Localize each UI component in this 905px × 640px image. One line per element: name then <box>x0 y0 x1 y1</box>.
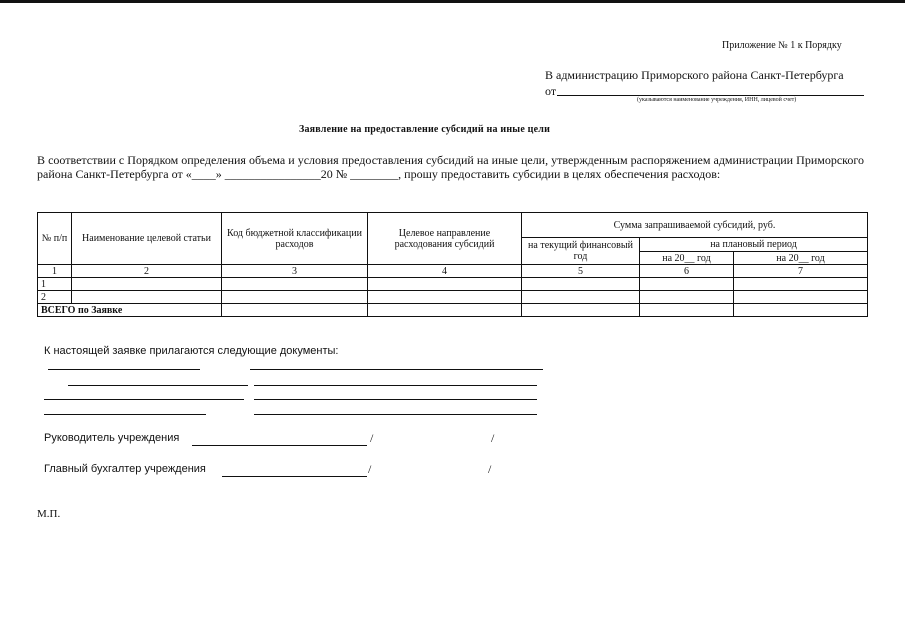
table-cell[interactable] <box>368 278 522 291</box>
header-planned-year-2: на 20__ год <box>734 252 868 265</box>
from-field[interactable] <box>557 95 864 96</box>
stamp-place-label: М.П. <box>37 508 61 520</box>
table-cell[interactable] <box>640 291 734 304</box>
attachment-line[interactable] <box>250 369 543 370</box>
signature-separator: / <box>488 462 492 476</box>
accountant-signature-label: Главный бухгалтер учреждения <box>44 463 206 475</box>
attachment-line[interactable] <box>68 385 248 386</box>
attachment-line[interactable] <box>44 414 206 415</box>
column-number: 7 <box>734 265 868 278</box>
attachment-line[interactable] <box>254 414 537 415</box>
signature-separator: / <box>370 431 374 445</box>
column-number: 3 <box>222 265 368 278</box>
column-number: 1 <box>38 265 72 278</box>
table-cell[interactable] <box>734 304 868 317</box>
table-cell[interactable] <box>222 291 368 304</box>
header-number: № п/п <box>38 213 72 265</box>
column-number-row <box>38 265 868 278</box>
table-cell[interactable] <box>222 304 368 317</box>
addressee-line: В администрацию Приморского района Санкт-Петербурга <box>545 68 844 82</box>
attachment-line[interactable] <box>44 399 244 400</box>
top-border-line <box>0 0 905 3</box>
table-cell[interactable] <box>640 278 734 291</box>
column-number: 5 <box>522 265 640 278</box>
table-cell[interactable] <box>522 304 640 317</box>
table-cell[interactable] <box>72 291 222 304</box>
column-number: 4 <box>368 265 522 278</box>
attachments-title: К настоящей заявке прилагаются следующие документы: <box>44 345 339 357</box>
attachment-line[interactable] <box>48 369 200 370</box>
header-item-name: Наименование целевой статьи <box>72 213 222 265</box>
attachment-line[interactable] <box>254 399 537 400</box>
from-hint: (указываются наименование учреждения, ИНН, лицевой счет) <box>637 97 797 103</box>
signature-separator: / <box>368 462 372 476</box>
table-cell[interactable] <box>222 278 368 291</box>
header-requested-sum: Сумма запрашиваемой субсидий, руб. <box>522 213 868 238</box>
document-title: Заявление на предоставление субсидий на иные цели <box>299 124 551 135</box>
table-cell[interactable] <box>72 278 222 291</box>
header-planned-year-1: на 20__ год <box>640 252 734 265</box>
head-signature-field[interactable] <box>192 445 367 446</box>
header-budget-code: Код бюджетной классификации расходов <box>222 213 368 265</box>
table-cell[interactable] <box>522 278 640 291</box>
header-current-year: на текущий финансовый год <box>522 238 640 265</box>
table-cell[interactable] <box>368 304 522 317</box>
column-number: 6 <box>640 265 734 278</box>
column-number: 2 <box>72 265 222 278</box>
table-cell[interactable] <box>522 291 640 304</box>
row-number: 2 <box>38 291 72 304</box>
signature-separator: / <box>491 431 495 445</box>
from-label: от <box>545 84 557 98</box>
appendix-note: Приложение № 1 к Порядку <box>722 40 842 51</box>
header-planned-period: на плановый период <box>640 238 868 252</box>
row-number: 1 <box>38 278 72 291</box>
table-cell[interactable] <box>368 291 522 304</box>
total-row <box>38 304 868 317</box>
table-cell[interactable] <box>640 304 734 317</box>
table-cell[interactable] <box>734 278 868 291</box>
table-row <box>38 278 868 291</box>
accountant-signature-field[interactable] <box>222 476 367 477</box>
attachment-line[interactable] <box>254 385 537 386</box>
header-purpose: Целевое направление расходования субсидий <box>368 213 522 265</box>
request-paragraph: В соответствии с Порядком определения объема и условия предоставления субсидий на иные цели, утвержденным распоряжением администрации Приморского района Санкт-Петербурга от «____» ________________20 № ________, прошу предоставить субсидии в целях обеспечения расходов: <box>37 153 864 181</box>
table-row <box>38 291 868 304</box>
table-cell[interactable] <box>734 291 868 304</box>
head-signature-label: Руководитель учреждения <box>44 432 180 444</box>
total-label: ВСЕГО по Заявке <box>38 304 222 317</box>
subsidy-table <box>37 212 868 317</box>
